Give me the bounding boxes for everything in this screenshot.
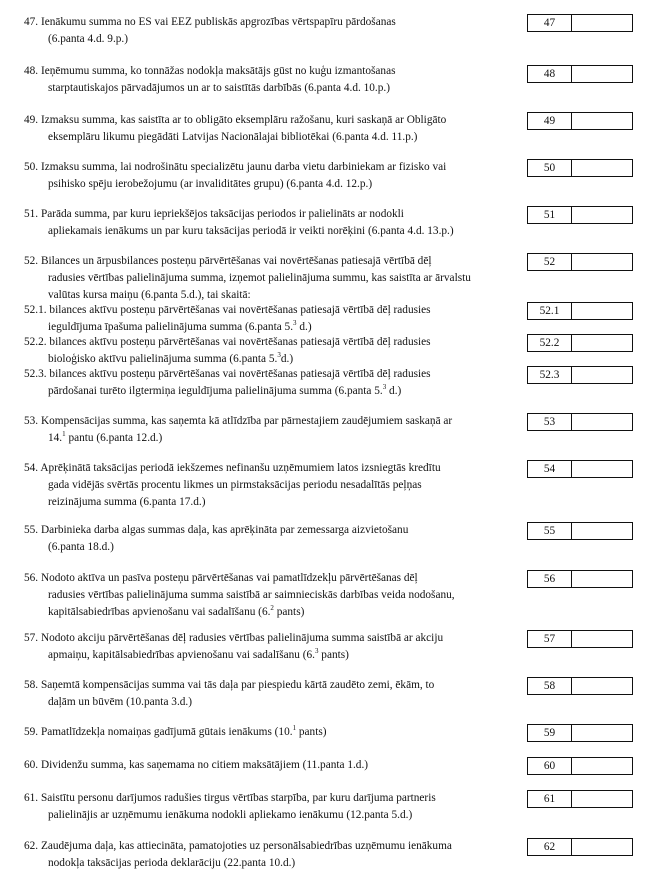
- row-line: 52.2. bilances aktīvu posteņu pārvērtēšanas vai novērtēšanas patiesajā vērtībā dēļ radusies: [24, 336, 431, 348]
- row-text: [24, 366, 514, 400]
- row-line-text: apmaiņu, kapitālsabiedrības apvienošanu vai sadalīšanu (6.: [48, 649, 315, 661]
- row-line: 52.3. bilances aktīvu posteņu pārvērtēšanas vai novērtēšanas patiesajā vērtībā dēļ radusies: [24, 368, 431, 380]
- row-code: 59: [528, 725, 572, 741]
- row-line: (6.panta 4.d. 9.p.): [48, 33, 128, 45]
- row-line: radusies vērtības palielinājuma summa, izņemot palielinājuma summu, kas saistīta ar ārvalstu: [48, 272, 471, 284]
- amount-input[interactable]: [572, 839, 632, 855]
- row-line-text: bioloģisko aktīvu palielinājuma summa (6.panta 5.: [48, 353, 278, 365]
- row-line: 52. Bilances un ārpusbilances posteņu pārvērtēšanas vai novērtēšanas patiesajā vērtībā dēļ: [24, 255, 432, 267]
- row-text: [24, 253, 514, 304]
- row-line: 56. Nodoto aktīva un pasīva posteņu pārvērtēšanas vai pamatlīdzekļu pārvērtēšanas dēļ: [24, 572, 418, 584]
- row-line-text: pants): [296, 726, 327, 738]
- code-box: [527, 570, 633, 588]
- row-line: 53. Kompensācijas summa, kas saņemta kā atlīdzība par pārnestajiem zaudējumiem saskaņā ar: [24, 415, 453, 427]
- row-line: [24, 604, 514, 621]
- superscript: 1: [292, 724, 297, 733]
- row-line: eksemplāru likumu piegādāti Latvijas Nacionālajai bibliotēkai (6.panta 4.d. 11.p.): [48, 131, 418, 143]
- row-line: [24, 647, 514, 664]
- row-line: 55. Darbinieka darba algas summas daļa, kas aprēķināta par zemessarga aizvietošanu: [24, 524, 409, 536]
- amount-input[interactable]: [572, 758, 632, 774]
- row-line: [24, 383, 514, 400]
- code-box: [527, 65, 633, 83]
- row-code: 52.3: [528, 367, 572, 383]
- row-text: [24, 460, 514, 511]
- row-line-text: pants): [273, 606, 305, 618]
- row-line-text: pants): [318, 649, 349, 661]
- row-code: 48: [528, 66, 572, 82]
- row-line: palielinājis ar uzņēmumu ienākuma nodokli apliekamo ienākumu (12.panta 5.d.): [48, 809, 413, 821]
- row-line-text: pantu (6.panta 12.d.): [65, 432, 163, 444]
- row-line: [24, 724, 514, 741]
- row-text: [24, 206, 514, 240]
- code-box: [527, 366, 633, 384]
- superscript: 3: [382, 383, 387, 392]
- row-line: 47. Ienākumu summa no ES vai EEZ publiskās apgrozības vērtspapīru pārdošanas: [24, 16, 396, 28]
- row-text: [24, 63, 514, 97]
- amount-input[interactable]: [572, 631, 632, 647]
- amount-input[interactable]: [572, 414, 632, 430]
- row-code: 50: [528, 160, 572, 176]
- row-text: [24, 159, 514, 193]
- row-text: [24, 630, 514, 664]
- row-code: 52.2: [528, 335, 572, 351]
- row-line: 52.1. bilances aktīvu posteņu pārvērtēšanas vai novērtēšanas patiesajā vērtībā dēļ radusies: [24, 304, 431, 316]
- row-line: gada vidējās svērtās procentu likmes un pirmstaksācijas periodu nesadalītās peļņas: [48, 479, 422, 491]
- amount-input[interactable]: [572, 113, 632, 129]
- amount-input[interactable]: [572, 367, 632, 383]
- row-line: psihisko spēju ierobežojumu (ar invaliditātes grupu) (6.panta 4.d. 12.p.): [48, 178, 373, 190]
- row-line: nodokļa taksācijas perioda deklarāciju (22.panta 10.d.): [48, 857, 296, 869]
- row-line: valūtas kursa maiņu (6.panta 5.d.), tai skaitā:: [48, 289, 251, 301]
- code-box: [527, 757, 633, 775]
- amount-input[interactable]: [572, 571, 632, 587]
- row-text: [24, 724, 514, 741]
- amount-input[interactable]: [572, 66, 632, 82]
- amount-input[interactable]: [572, 725, 632, 741]
- row-code: 54: [528, 461, 572, 477]
- row-code: 49: [528, 113, 572, 129]
- code-box: [527, 460, 633, 478]
- row-code: 52: [528, 254, 572, 270]
- amount-input[interactable]: [572, 160, 632, 176]
- code-box: [527, 413, 633, 431]
- row-code: 61: [528, 791, 572, 807]
- code-box: [527, 790, 633, 808]
- code-box: [527, 112, 633, 130]
- row-line: 62. Zaudējuma daļa, kas attiecināta, pamatojoties uz personālsabiedrības uzņēmumu ienākuma: [24, 840, 452, 852]
- row-code: 56: [528, 571, 572, 587]
- row-code: 52.1: [528, 303, 572, 319]
- amount-input[interactable]: [572, 15, 632, 31]
- code-box: [527, 334, 633, 352]
- row-code: 57: [528, 631, 572, 647]
- code-box: [527, 302, 633, 320]
- code-box: [527, 838, 633, 856]
- row-line: radusies vērtības palielinājuma summa saistībā ar saimnieciskās darbības veida nodošanu,: [48, 589, 455, 601]
- row-text: [24, 570, 514, 621]
- row-line-text: d.): [280, 353, 294, 365]
- row-line: 60. Dividenžu summa, kas saņemama no citiem maksātājiem (11.panta 1.d.): [24, 759, 369, 771]
- row-text: [24, 677, 514, 711]
- row-text: [24, 112, 514, 146]
- code-box: [527, 522, 633, 540]
- row-code: 51: [528, 207, 572, 223]
- superscript: 1: [62, 430, 66, 439]
- row-line-text: ieguldījuma īpašuma palielinājuma summa (6.panta 5.: [48, 321, 294, 333]
- row-text: [24, 302, 514, 336]
- row-line-text: kapitālsabiedrības apvienošanu vai sadalīšanu (6.: [48, 606, 271, 618]
- row-line-text: 14.: [48, 432, 63, 444]
- amount-input[interactable]: [572, 254, 632, 270]
- amount-input[interactable]: [572, 335, 632, 351]
- code-box: [527, 206, 633, 224]
- code-box: [527, 14, 633, 32]
- row-line: [24, 430, 514, 447]
- row-text: [24, 522, 514, 556]
- row-line: daļām un būvēm (10.panta 3.d.): [48, 696, 192, 708]
- code-box: [527, 253, 633, 271]
- amount-input[interactable]: [572, 207, 632, 223]
- row-line: reizinājuma summa (6.panta 17.d.): [48, 496, 206, 508]
- amount-input[interactable]: [572, 523, 632, 539]
- row-line-text: pārdošanai turēto ilgtermiņa ieguldījuma palielinājuma summa (6.panta 5.: [48, 385, 383, 397]
- row-line: 57. Nodoto akciju pārvērtēšanas dēļ radusies vērtības palielinājuma summa saistībā ar akciju: [24, 632, 444, 644]
- row-code: 53: [528, 414, 572, 430]
- row-line: 61. Saistītu personu darījumos radušies tirgus vērtības starpība, par kuru darījuma partneris: [24, 792, 436, 804]
- row-text: [24, 757, 514, 774]
- row-text: [24, 334, 514, 368]
- row-line: 51. Parāda summa, par kuru iepriekšējos taksācijas periodos ir palielināts ar nodokli: [24, 208, 404, 220]
- code-box: [527, 630, 633, 648]
- amount-input[interactable]: [572, 791, 632, 807]
- row-line: (6.panta 18.d.): [48, 541, 114, 553]
- row-text: [24, 14, 514, 48]
- superscript: 2: [270, 604, 274, 613]
- row-line-text: 59. Pamatlīdzekļa nomaiņas gadījumā gūtais ienākums (10.: [24, 726, 293, 738]
- row-text: [24, 790, 514, 824]
- row-line-text: d.): [296, 321, 312, 333]
- row-text: [24, 838, 514, 872]
- row-code: 47: [528, 15, 572, 31]
- row-code: 55: [528, 523, 572, 539]
- row-code: 62: [528, 839, 572, 855]
- row-line: 50. Izmaksu summa, lai nodrošinātu specializētu jaunu darba vietu darbiniekam ar fizisko vai: [24, 161, 447, 173]
- amount-input[interactable]: [572, 678, 632, 694]
- code-box: [527, 159, 633, 177]
- amount-input[interactable]: [572, 303, 632, 319]
- row-code: 60: [528, 758, 572, 774]
- superscript: 3: [314, 647, 319, 656]
- superscript: 3: [277, 351, 281, 360]
- row-line-text: d.): [386, 385, 402, 397]
- row-line: apliekamais ienākums un par kuru taksācijas periodā ir veikti norēķini (6.panta 4.d. 13.p.): [48, 225, 454, 237]
- row-line: starptautiskajos pārvadājumos un ar to saistītās darbībās (6.panta 4.d. 10.p.): [48, 82, 390, 94]
- row-code: 58: [528, 678, 572, 694]
- row-text: [24, 413, 514, 447]
- amount-input[interactable]: [572, 461, 632, 477]
- row-line: 54. Aprēķinātā taksācijas periodā iekšzemes nefinanšu uzņēmumiem latos izsniegtās kredītu: [24, 462, 441, 474]
- code-box: [527, 677, 633, 695]
- row-line: 49. Izmaksu summa, kas saistīta ar to obligāto eksemplāru ražošanu, kuri saskaņā ar Obligāto: [24, 114, 447, 126]
- superscript: 3: [293, 319, 297, 328]
- row-line: 58. Saņemtā kompensācijas summa vai tās daļa par piespiedu kārtā zaudēto zemi, ēkām, to: [24, 679, 435, 691]
- row-line: 48. Ieņēmumu summa, ko tonnāžas nodokļa maksātājs gūst no kuģu izmantošanas: [24, 65, 396, 77]
- code-box: [527, 724, 633, 742]
